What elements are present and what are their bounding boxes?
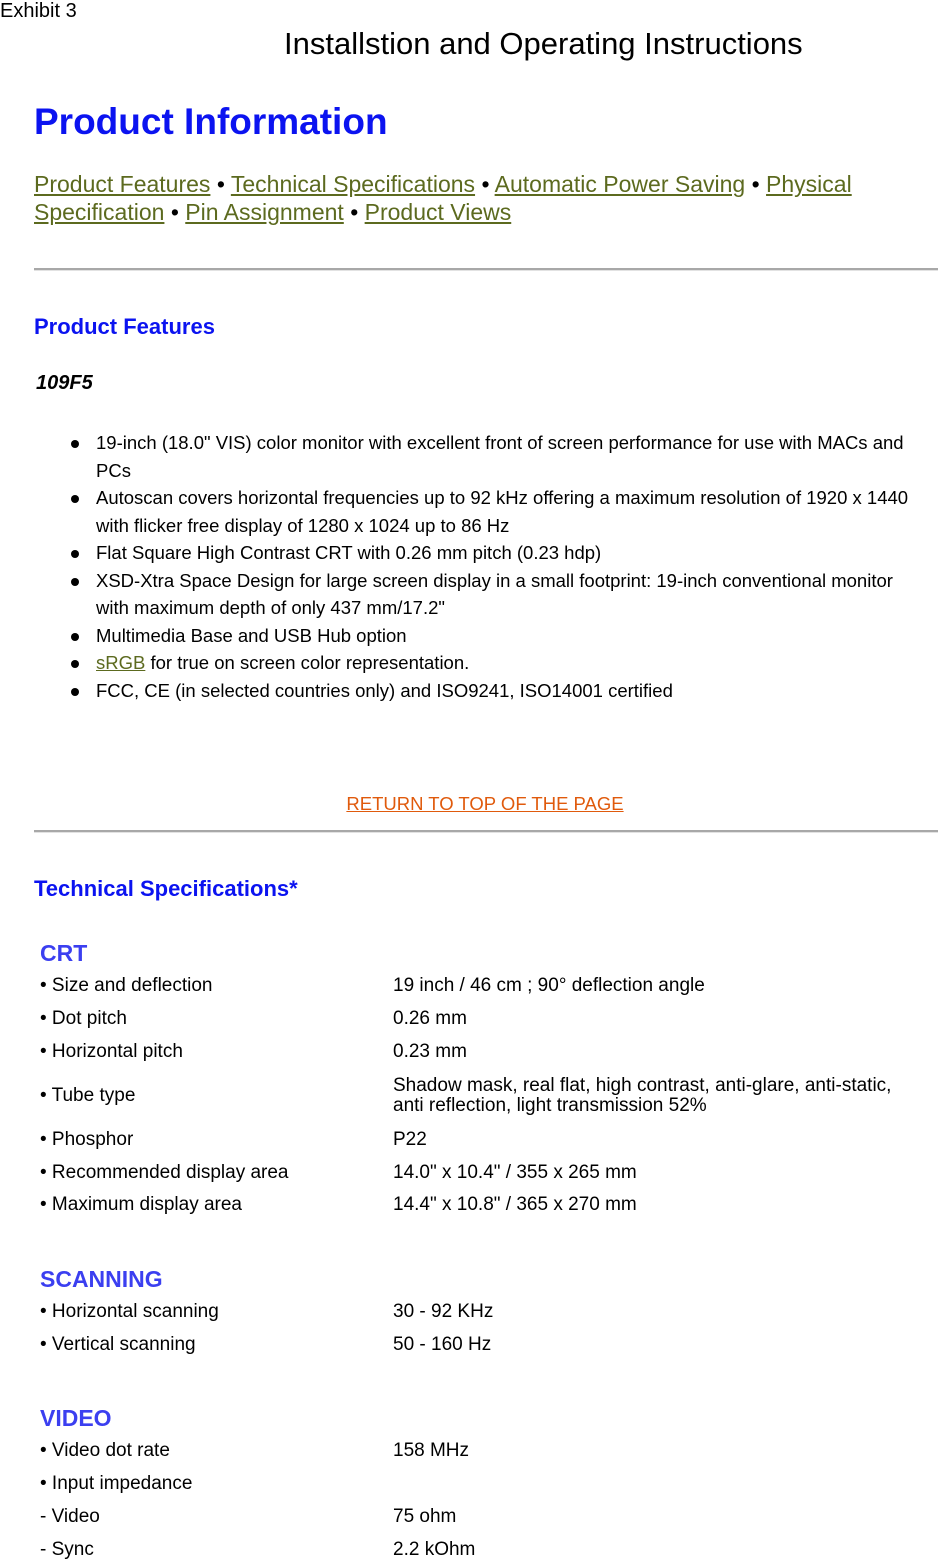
spec-value: 14.0" x 10.4" / 355 x 265 mm <box>393 1162 637 1183</box>
spec-label: • Vertical scanning <box>40 1334 196 1355</box>
spec-value: 0.23 mm <box>393 1041 467 1062</box>
spec-row <box>40 1194 920 1216</box>
spec-label: • Horizontal scanning <box>40 1301 219 1322</box>
nav-separator: • <box>216 171 225 197</box>
nav-link-automatic-power-saving[interactable]: Automatic Power Saving <box>494 171 746 197</box>
spec-row <box>40 1162 920 1184</box>
divider <box>34 268 938 271</box>
spec-row <box>40 1440 920 1462</box>
exhibit-label: Exhibit 3 <box>0 0 77 22</box>
list-item: 19-inch (18.0" VIS) color monitor with excellent front of screen performance for use with MACs and PCs <box>96 429 926 484</box>
page-title: Product Information <box>34 101 388 142</box>
spec-row <box>40 1539 920 1561</box>
spec-row <box>40 1074 920 1118</box>
spec-section-crt: CRT <box>40 940 88 966</box>
spec-row <box>40 1334 920 1356</box>
spec-value: 30 - 92 KHz <box>393 1301 494 1322</box>
spec-value: Shadow mask, real flat, high contrast, anti-glare, anti-static, anti reflection, light transmission 52% <box>393 1075 892 1116</box>
nav-link-technical-specifications[interactable]: Technical Specifications <box>230 171 476 197</box>
list-item: Flat Square High Contrast CRT with 0.26 mm pitch (0.23 hdp) <box>96 539 926 567</box>
spec-section-scanning: SCANNING <box>40 1266 163 1292</box>
list-item-text: for true on screen color representation. <box>150 652 470 673</box>
spec-value: P22 <box>393 1129 427 1150</box>
spec-label: • Maximum display area <box>40 1194 242 1215</box>
section-nav <box>34 170 934 226</box>
spec-label: • Input impedance <box>40 1473 193 1494</box>
spec-value: 75 ohm <box>393 1506 457 1527</box>
return-to-top <box>0 792 938 816</box>
nav-separator: • <box>481 171 490 197</box>
spec-value: 50 - 160 Hz <box>393 1334 492 1355</box>
features-list <box>96 429 926 704</box>
spec-label: - Video <box>40 1506 100 1527</box>
document-title: Installstion and Operating Instructions <box>284 26 803 61</box>
spec-row <box>40 1473 920 1495</box>
nav-separator: • <box>350 199 359 225</box>
spec-row <box>40 1041 920 1063</box>
divider <box>34 830 938 833</box>
nav-separator: • <box>751 171 760 197</box>
srgb-link[interactable]: sRGB <box>96 652 146 673</box>
spec-value: 158 MHz <box>393 1440 470 1461</box>
list-item: Multimedia Base and USB Hub option <box>96 622 926 650</box>
spec-value: 19 inch / 46 cm ; 90° deflection angle <box>393 975 705 996</box>
spec-value: 2.2 kOhm <box>393 1539 476 1560</box>
spec-value: 14.4" x 10.8" / 365 x 270 mm <box>393 1194 637 1215</box>
spec-section-video: VIDEO <box>40 1405 112 1431</box>
technical-specifications-heading: Technical Specifications* <box>34 876 298 901</box>
spec-row <box>40 1506 920 1528</box>
product-features-heading: Product Features <box>34 314 215 339</box>
spec-label: • Phosphor <box>40 1129 134 1150</box>
spec-label: • Horizontal pitch <box>40 1041 183 1062</box>
spec-value: 0.26 mm <box>393 1008 467 1029</box>
spec-row <box>40 975 920 997</box>
nav-link-product-views[interactable]: Product Views <box>364 199 512 225</box>
nav-link-physical-specification[interactable]: Physical Specification <box>34 171 852 225</box>
spec-row <box>40 1008 920 1030</box>
return-to-top-link[interactable]: RETURN TO TOP OF THE PAGE <box>346 793 624 814</box>
spec-label: • Video dot rate <box>40 1440 170 1461</box>
spec-row <box>40 1301 920 1323</box>
model-number: 109F5 <box>36 372 93 394</box>
nav-separator: • <box>170 199 179 225</box>
spec-label: - Sync <box>40 1539 94 1560</box>
nav-link-pin-assignment[interactable]: Pin Assignment <box>185 199 344 225</box>
list-item: XSD-Xtra Space Design for large screen display in a small footprint: 19-inch conventional monitor with maximum depth of only 437 mm/17.2" <box>96 567 926 622</box>
nav-link-product-features[interactable]: Product Features <box>34 171 211 197</box>
spec-label: • Dot pitch <box>40 1008 127 1029</box>
spec-label: • Size and deflection <box>40 975 213 996</box>
list-item: Autoscan covers horizontal frequencies up to 92 kHz offering a maximum resolution of 1920 x 1440 with flicker free display of 1280 x 1024 up to 86 Hz <box>96 484 926 539</box>
list-item: FCC, CE (in selected countries only) and ISO9241, ISO14001 certified <box>96 677 926 705</box>
spec-label: • Recommended display area <box>40 1162 289 1183</box>
spec-label: • Tube type <box>40 1085 136 1106</box>
spec-row <box>40 1129 920 1151</box>
list-item <box>96 649 926 677</box>
